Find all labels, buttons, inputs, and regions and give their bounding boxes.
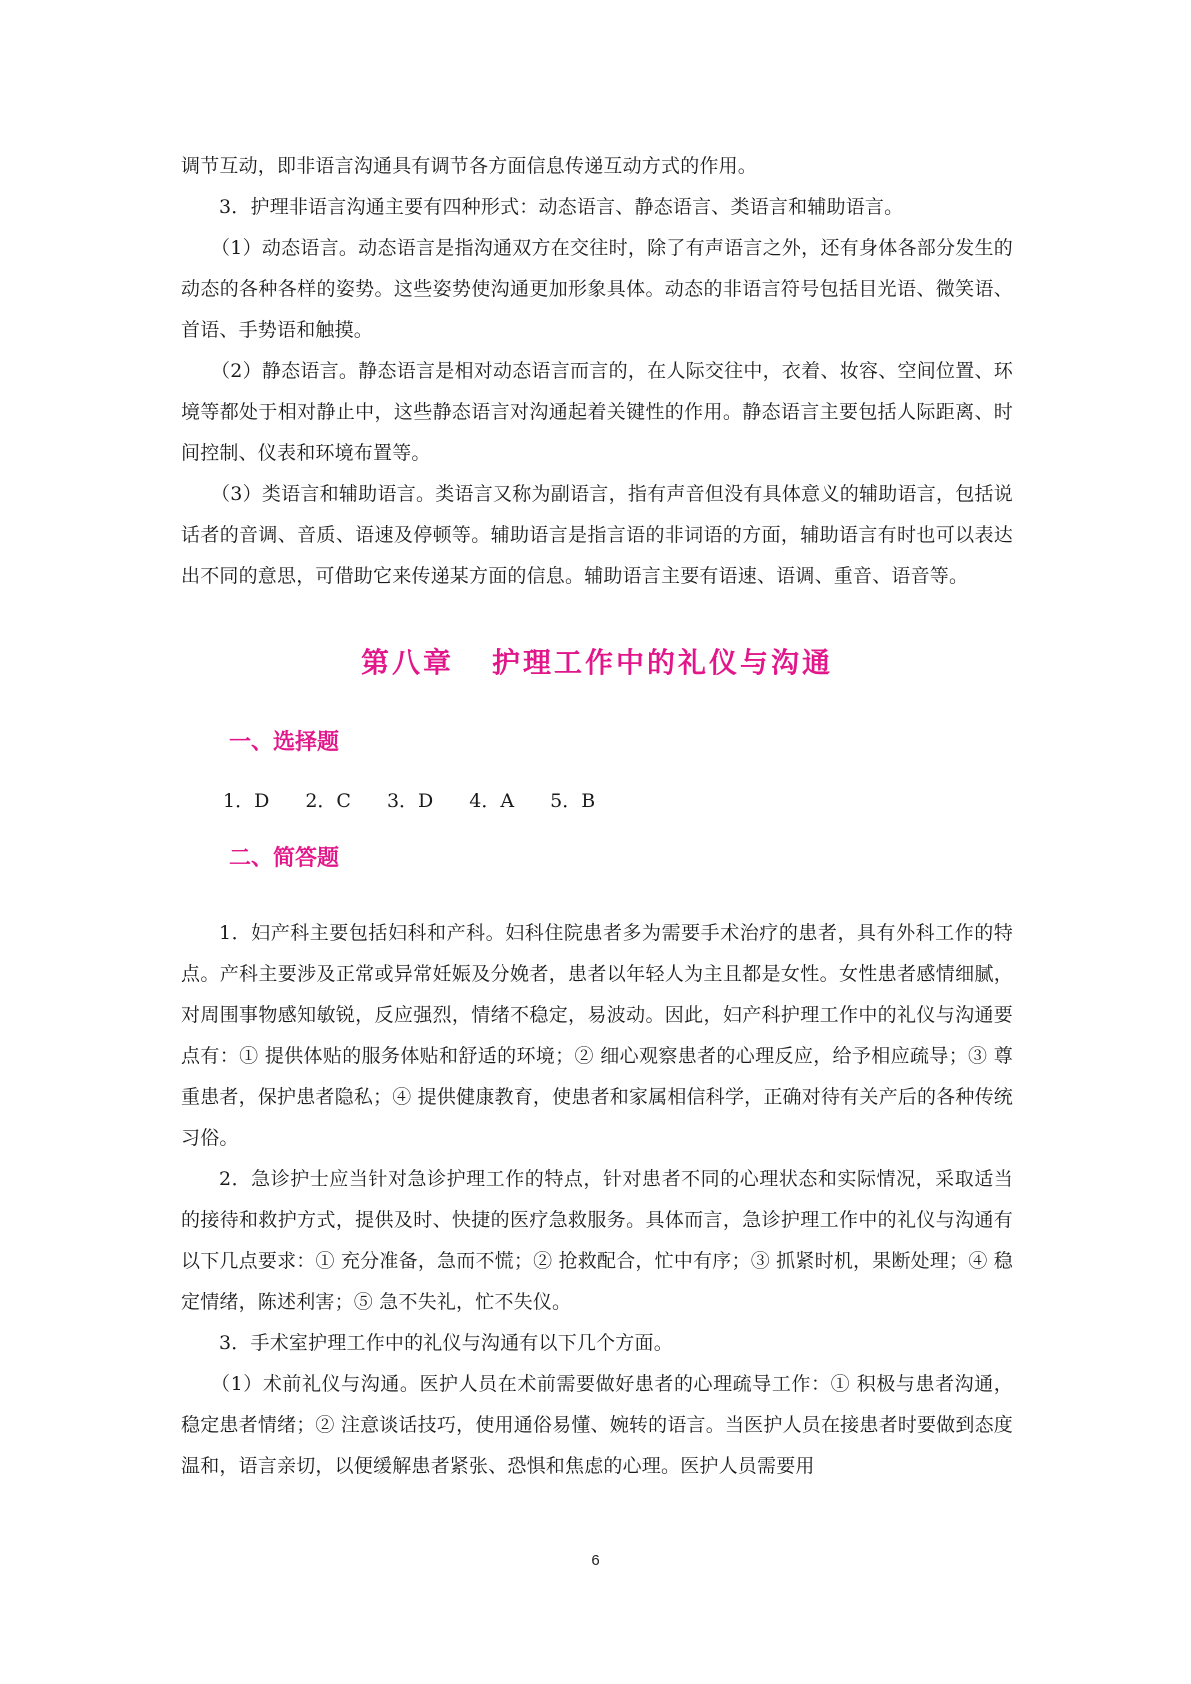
paragraph: （2）静态语言。静态语言是相对动态语言而言的，在人际交往中，衣着、妆容、空间位置、环境等都处于相对静止中，这些静态语言对沟通起着关键性的作用。静态语言主要包括人际距离、时间控制、仪表和环境布置等。 (181, 360, 1013, 464)
chapter-title (181, 643, 1013, 683)
section-heading-short-answer: 二、简答题 (229, 846, 340, 871)
paragraph: （3）类语言和辅助语言。类语言又称为副语言，指有声音但没有具体意义的辅助语言，包括说话者的音调、音质、语速及停顿等。辅助语言是指言语的非词语的方面，辅助语言有时也可以表达出不同的意思，可借助它来传递某方面的信息。辅助语言主要有语速、语调、重音、语音等。 (181, 483, 1013, 587)
answer-item: 3．D (386, 790, 434, 812)
paragraph: 1．妇产科主要包括妇科和产科。妇科住院患者多为需要手术治疗的患者，具有外科工作的特点。产科主要涉及正常或异常妊娠及分娩者，患者以年轻人为主且都是女性。女性患者感情细腻，对周围事物感知敏锐，反应强烈，情绪不稳定，易波动。因此，妇产科护理工作中的礼仪与沟通要点有：① 提供体贴的服务体贴和舒适的环境；② 细心观察患者的心理反应，给予相应疏导；③ 尊重患者，保护患者隐私；④ 提供健康教育，使患者和家属相信科学，正确对待有关产后的各种传统习俗。 (181, 922, 1013, 1149)
paragraph: （1）动态语言。动态语言是指沟通双方在交往时，除了有声语言之外，还有身体各部分发生的动态的各种各样的姿势。这些姿势使沟通更加形象具体。动态的非语言符号包括目光语、微笑语、首语、手势语和触摸。 (181, 237, 1013, 341)
paragraph: （1）术前礼仪与沟通。医护人员在术前需要做好患者的心理疏导工作：① 积极与患者沟通，稳定患者情绪；② 注意谈话技巧，使用通俗易懂、婉转的语言。当医护人员在接患者时要做到态度温和，语言亲切，以便缓解患者紧张、恐惧和焦虑的心理。医护人员需要用 (181, 1373, 1013, 1477)
page-content (181, 146, 1013, 1487)
paragraph: 2．急诊护士应当针对急诊护理工作的特点，针对患者不同的心理状态和实际情况，采取适当的接待和救护方式，提供及时、快捷的医疗急救服务。具体而言，急诊护理工作中的礼仪与沟通有以下几点要求：① 充分准备，急而不慌；② 抢救配合，忙中有序；③ 抓紧时机，果断处理；④ 稳定情绪，陈述利害；⑤ 急不失礼，忙不失仪。 (181, 1168, 1013, 1313)
answer-item: 4．A (469, 790, 515, 812)
answer-item: 1．D (223, 790, 270, 812)
answer-list (181, 783, 1013, 819)
paragraph: 3．手术室护理工作中的礼仪与沟通有以下几个方面。 (219, 1332, 673, 1354)
chapter-number: 第八章 (360, 646, 454, 679)
paragraph: 3．护理非语言沟通主要有四种形式：动态语言、静态语言、类语言和辅助语言。 (219, 196, 904, 218)
section-heading-choice: 一、选择题 (229, 730, 340, 755)
answer-item: 5．B (550, 790, 596, 812)
answer-item: 2．C (305, 790, 351, 812)
chapter-name: 护理工作中的礼仪与沟通 (492, 646, 834, 679)
page-number: 6 (591, 1552, 600, 1569)
paragraph: 调节互动，即非语言沟通具有调节各方面信息传递互动方式的作用。 (181, 155, 758, 177)
